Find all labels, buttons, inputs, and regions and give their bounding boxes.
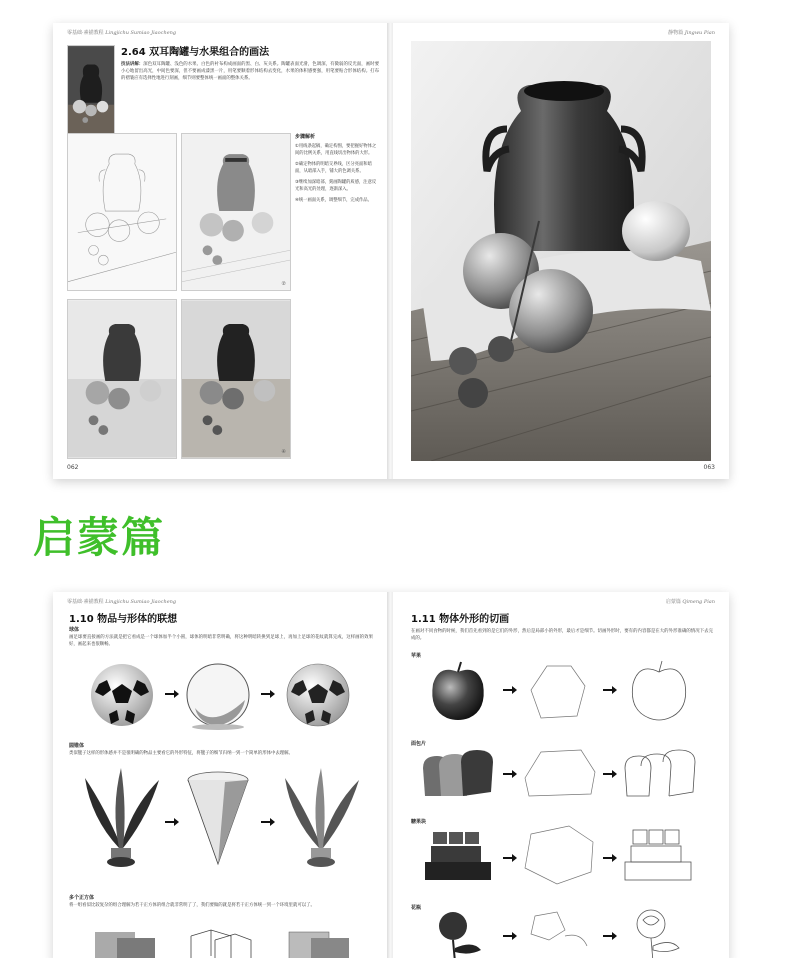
chocolate-outline-sketch bbox=[521, 824, 597, 886]
step-text: ②确定物体的明暗交界线，区分亮面和暗面，从暗部入手，铺大的色调关系。 bbox=[295, 162, 372, 174]
sphere-sketch bbox=[183, 660, 253, 730]
panel-number: ④ bbox=[281, 449, 286, 455]
section-title: 2.64 双耳陶罐与水果组合的画法 bbox=[121, 47, 270, 58]
category-title: 启蒙篇 bbox=[33, 513, 166, 562]
top-right-page bbox=[393, 23, 729, 479]
step-panel-4 bbox=[181, 299, 291, 459]
bread-outline-sketch bbox=[521, 748, 597, 798]
bread-label: 面包片 bbox=[411, 741, 427, 747]
arrow-icon bbox=[503, 770, 517, 778]
soccer-ball-sketch bbox=[283, 662, 353, 728]
arrow-icon bbox=[261, 818, 275, 826]
sphere-text: 画足球要直接画的方法就是把它看成是一个球体加半个小圆，球体的明暗非常明确，将这种明暗转换到足球上，再加上足球的花纹就算完成，这样画的效果好，画起来也很顺畅。 bbox=[69, 635, 373, 647]
running-head: 静物篇 Jingwu Pian bbox=[668, 30, 715, 36]
apple-line-sketch bbox=[627, 658, 691, 722]
steps-title: 步骤解析 bbox=[295, 134, 316, 140]
sphere-label: 球体 bbox=[69, 627, 80, 633]
section-title: 1.11 物体外形的切画 bbox=[411, 614, 510, 625]
soccer-ball-image bbox=[87, 662, 157, 728]
arrow-icon bbox=[503, 854, 517, 862]
bottom-left-page bbox=[53, 592, 389, 958]
running-head: 启蒙篇 Qimeng Pian bbox=[665, 599, 715, 605]
apple-outline-sketch bbox=[527, 660, 589, 722]
bottom-right-page bbox=[393, 592, 729, 958]
arrow-icon bbox=[603, 854, 617, 862]
boxes-image bbox=[89, 926, 159, 958]
top-book-spread bbox=[53, 23, 729, 479]
cubes-label: 多个正方体 bbox=[69, 895, 95, 901]
panel-number: ② bbox=[281, 281, 286, 287]
still-life-drawing bbox=[411, 41, 711, 461]
rose-outline-sketch bbox=[525, 910, 591, 958]
arrow-icon bbox=[603, 932, 617, 940]
step-panel-1 bbox=[67, 133, 177, 291]
step-text: ④统一画面关系，调整细节，完成作品。 bbox=[295, 198, 372, 203]
chocolate-line-sketch bbox=[621, 826, 697, 884]
cubes-sketch bbox=[185, 926, 255, 958]
arrow-icon bbox=[503, 686, 517, 694]
arrow-icon bbox=[603, 686, 617, 694]
rose-image bbox=[429, 910, 489, 958]
arrow-icon bbox=[165, 818, 179, 826]
bottom-book-spread bbox=[53, 592, 729, 958]
running-head: 零基础·素描教程 Lingjichu Sumiao Jiaocheng bbox=[67, 30, 177, 36]
rose-line-sketch bbox=[625, 908, 691, 958]
step-panel-2 bbox=[181, 133, 291, 291]
arrow-icon bbox=[261, 690, 275, 698]
bread-line-sketch bbox=[621, 748, 697, 798]
intro-paragraph: 在画对不同食物的时候，我们首先看到的是它们的外形，然后是局部小的外形，最后才是细节。切画外形时，要有的内容都是在大的外形准确的情况下去完成的。 bbox=[411, 629, 713, 641]
step-text: ①用线条起稿，确定构图，要把握好物体之间的比例关系，用直线切出物体的大形。 bbox=[295, 144, 377, 156]
step-panel-3 bbox=[67, 299, 177, 459]
apple-label: 苹果 bbox=[411, 653, 422, 659]
cone-text: 类似毽子这样的形体感并不是很明确的物品主要看它的外形特征，将毽子的细节归纳一到一个简单的形体中去理解。 bbox=[69, 751, 293, 756]
step-text: ③继续加深暗部，刻画陶罐的质感，注意反光和高光的处理，逐渐深入。 bbox=[295, 180, 377, 192]
cone-sketch bbox=[185, 768, 251, 868]
intro-paragraph bbox=[121, 61, 379, 82]
cone-label: 圆锥体 bbox=[69, 743, 85, 749]
apple-image bbox=[427, 660, 489, 722]
steps-column bbox=[295, 133, 379, 210]
top-left-page bbox=[53, 23, 389, 479]
shuttlecock-image bbox=[81, 768, 159, 874]
arrow-icon bbox=[503, 932, 517, 940]
chocolate-image bbox=[421, 828, 495, 884]
section-title: 1.10 物品与形体的联想 bbox=[69, 614, 178, 625]
arrow-icon bbox=[603, 770, 617, 778]
intro-label: 技法讲解： bbox=[121, 62, 144, 67]
vase-label: 花瓶 bbox=[411, 905, 422, 911]
candy-label: 糖果块 bbox=[411, 819, 427, 825]
bread-image bbox=[419, 748, 495, 798]
boxes-sketch bbox=[283, 926, 353, 958]
page-number: 062 bbox=[67, 464, 79, 471]
shuttlecock-sketch bbox=[281, 768, 359, 874]
page-number: 063 bbox=[703, 464, 715, 471]
intro-text: 深色双耳陶罐、浅色的水果、白色的衬布构成画面的黑、白、灰关系。陶罐表面光滑，色调深，有微弱的反光面，画时要小心地留出高光，中间色要深，但不要画成漆黑一片，用笔要顺着形体结构去变化，水果的体积感要强，用笔要贴合形体结构。打布的褶皱应有选择性地进行刻画，细节则要整体统一画面的整体关系。 bbox=[121, 62, 379, 81]
cubes-text: 将一组看似比较复杂的组合理解为若干正方体的组合就非常明了了，我们要做的就是将若干正方体统一到一个环境里就可以了。 bbox=[69, 903, 315, 908]
arrow-icon bbox=[165, 690, 179, 698]
running-head: 零基础·素描教程 Lingjichu Sumiao Jiaocheng bbox=[67, 599, 177, 605]
